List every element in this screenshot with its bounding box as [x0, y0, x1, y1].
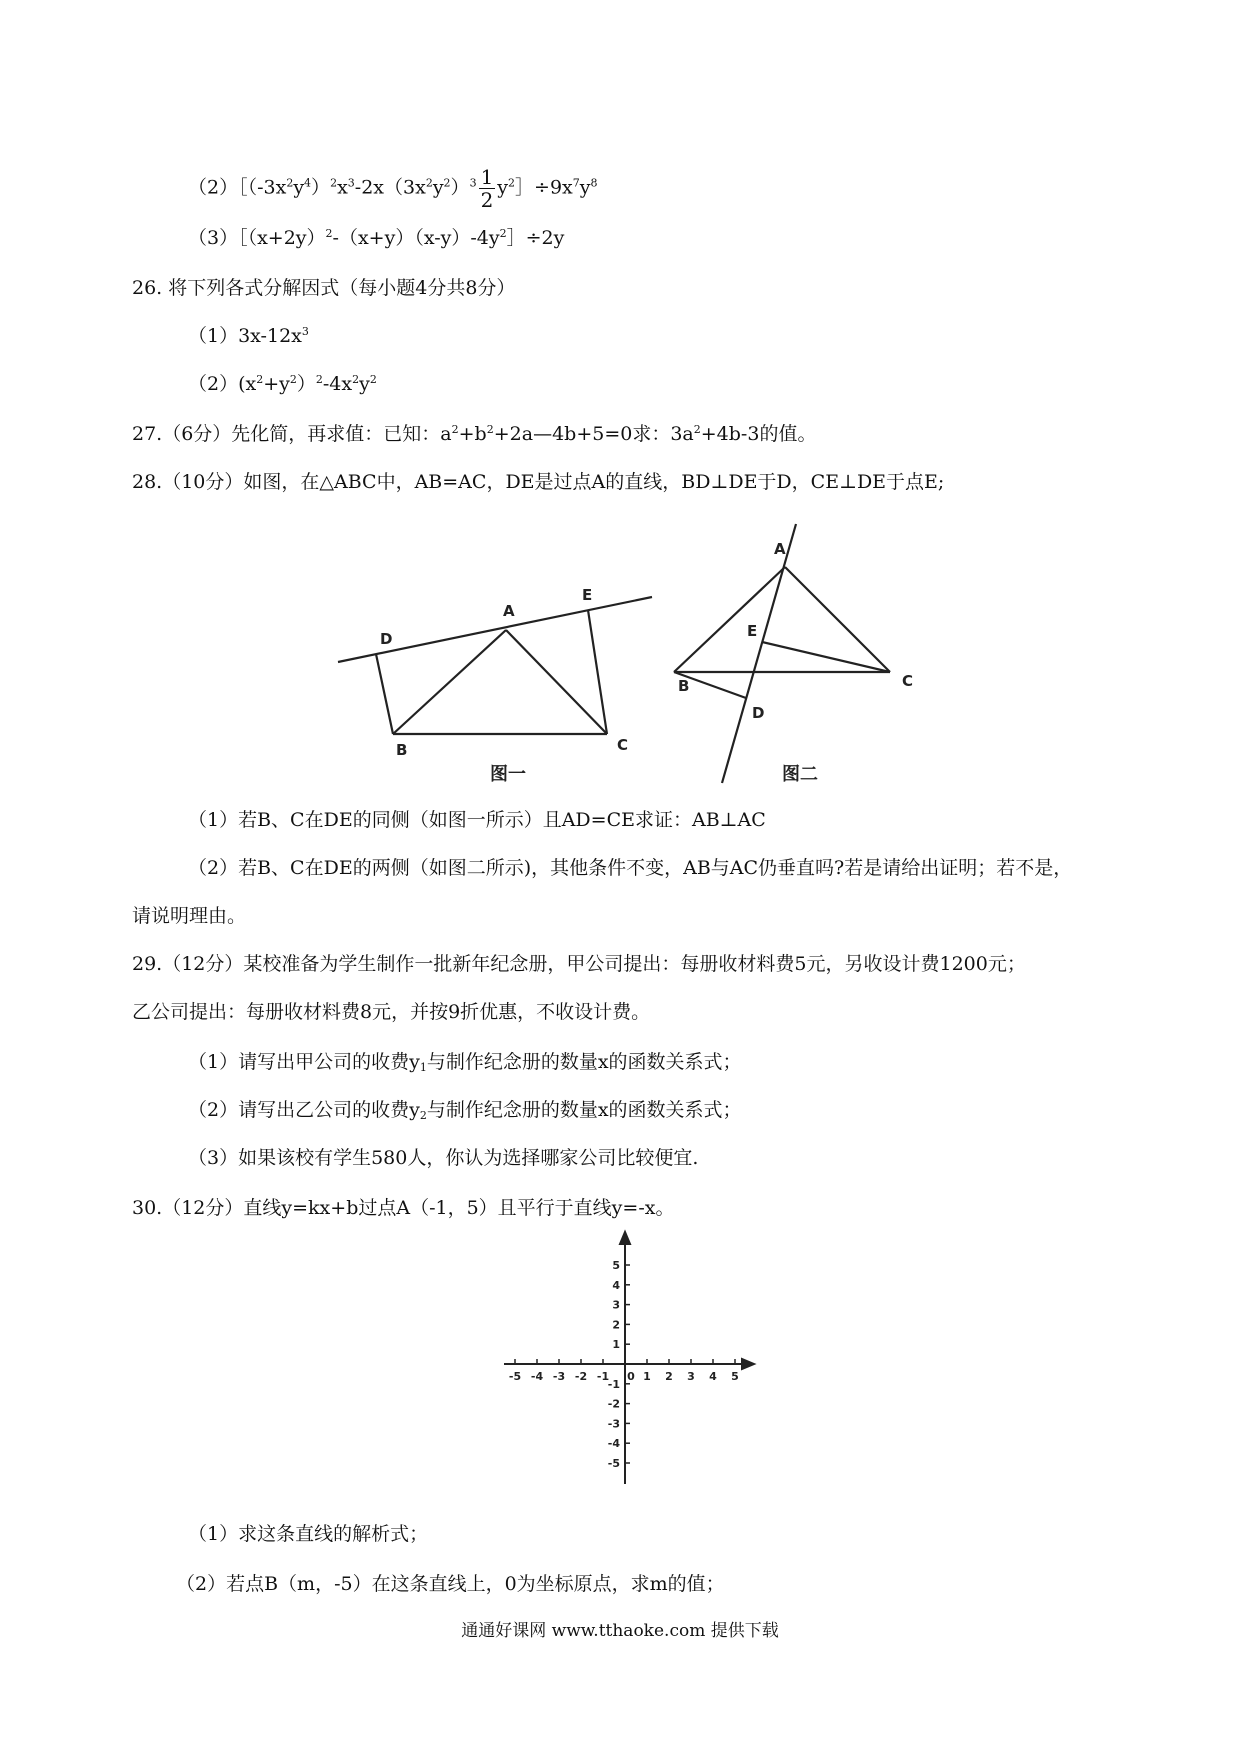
fig1-segment-db: [376, 654, 393, 734]
q30-stem: 30.（12分）直线y=kx+b过点A（-1，5）且平行于直线y=-x。: [132, 1197, 675, 1219]
x-tick-label: 0: [627, 1370, 635, 1383]
y-tick-label: 5: [612, 1259, 620, 1272]
fig1-label-a: A: [503, 602, 515, 620]
q26-part1: $(1)3x-12x^3$: [188, 325, 309, 347]
x-tick-label: -2: [574, 1370, 588, 1383]
y-tick-label: 1: [612, 1338, 620, 1352]
fig2-segment-ec: [762, 642, 890, 672]
q29-part1: （1）请写出甲公司的收费$y_1$与制作纪念册的数量x的函数关系式；: [188, 1051, 742, 1074]
x-tick-label: -3: [552, 1370, 566, 1383]
y-tick-label: -2: [607, 1397, 620, 1411]
fig1-label-c: C: [617, 736, 629, 754]
y-tick-label: 2: [612, 1318, 620, 1332]
coordinate-plane: [500, 1228, 760, 1488]
y-axis-arrow: [620, 1232, 630, 1244]
y-tick-label: 4: [612, 1278, 620, 1292]
y-tick-label: -1: [607, 1377, 620, 1391]
q28-part2-line2: 请说明理由。: [132, 905, 247, 927]
fig2-label-e: E: [747, 622, 758, 640]
x-tick-label: 4: [709, 1370, 717, 1383]
q28-part2-line1: （2）若B、C在DE的两侧（如图二所示)，其他条件不变，AB与AC仍垂直吗?若是请给出证明；若不是，: [188, 857, 1073, 879]
q29-part3: （3）如果该校有学生580人，你认为选择哪家公司比较便宜.: [188, 1147, 699, 1169]
q27: 27.（6分）先化简，再求值：已知：$a^2+b^2+2a—4b+5=0$求：$3a^2+4b-3$的值。: [132, 423, 817, 445]
x-axis-arrow: [742, 1359, 754, 1369]
fig2-caption: 图二: [782, 764, 818, 785]
figure-one: [338, 597, 652, 734]
q28-stem: 28.（10分）如图，在△ABC中，AB=AC，DE是过点A的直线，BD⊥DE于D，CE⊥DE于点E;: [132, 471, 945, 493]
fig2-label-a: A: [774, 540, 786, 558]
q30-part2: （2）若点B（m，-5）在这条直线上，0为坐标原点，求m的值；: [176, 1573, 725, 1595]
q26-stem: 26. 将下列各式分解因式（每小题4分共8分）: [132, 277, 516, 299]
q30-part1: （1）求这条直线的解析式；: [188, 1523, 429, 1545]
y-tick-label: -4: [607, 1437, 620, 1451]
x-tick-label: 5: [731, 1370, 739, 1383]
fig1-caption: 图一: [490, 764, 526, 785]
fraction-one-half: $\frac{1}{2}$: [480, 165, 494, 212]
y-tick-label: -3: [607, 1417, 620, 1431]
q25-part3: $(3)[(x+2y)^2-(x+y)(x-y)-4y^2]\div 2y$: [188, 227, 565, 249]
y-tick-label: -5: [607, 1457, 620, 1470]
q28-figures: [0, 510, 1240, 800]
figure-two: [674, 524, 890, 783]
q29-stem-line2: 乙公司提出：每册收材料费8元，并按9折优惠，不收设计费。: [132, 1001, 651, 1023]
fig1-segment-ac: [506, 630, 607, 734]
q28-part1: （1）若B、C在DE的同侧（如图一所示）且AD=CE求证：AB⊥AC: [188, 809, 766, 831]
fig2-label-c: C: [902, 672, 914, 690]
q29-part2: （2）请写出乙公司的收费$y_2$与制作纪念册的数量x的函数关系式；: [188, 1099, 742, 1122]
q26-part2: $(2)(x^2+y^2)^2-4x^2y^2$: [188, 373, 377, 395]
fig1-label-d: D: [380, 630, 393, 648]
fig1-label-b: B: [396, 741, 408, 759]
y-tick-label: 3: [612, 1298, 620, 1312]
fig1-label-e: E: [582, 586, 593, 604]
fig1-segment-ba: [393, 630, 506, 734]
fig2-segment-ac: [785, 567, 890, 672]
fig1-segment-ec: [588, 610, 607, 734]
fig2-label-b: B: [678, 677, 690, 695]
x-tick-label: -1: [596, 1370, 610, 1383]
x-tick-label: 3: [687, 1370, 695, 1383]
x-tick-label: -5: [508, 1370, 522, 1383]
q25-part2: $(2)[(-3x^2y^4)^2x^3-2x(3x^2y^2)^3$ $\frac{1}{2}$ $y^2]\div 9x^7y^8$: [188, 165, 598, 212]
x-tick-label: -4: [530, 1370, 544, 1383]
fig2-line-de: [722, 524, 796, 783]
footer: 通通好课网 www.tthaoke.com 提供下载: [461, 1621, 779, 1641]
fig2-label-d: D: [752, 704, 765, 722]
x-tick-label: 1: [643, 1370, 651, 1383]
x-tick-label: 2: [665, 1370, 673, 1383]
q29-stem-line1: 29.（12分）某校准备为学生制作一批新年纪念册，甲公司提出：每册收材料费5元，另收设计费1200元；: [132, 953, 1026, 975]
